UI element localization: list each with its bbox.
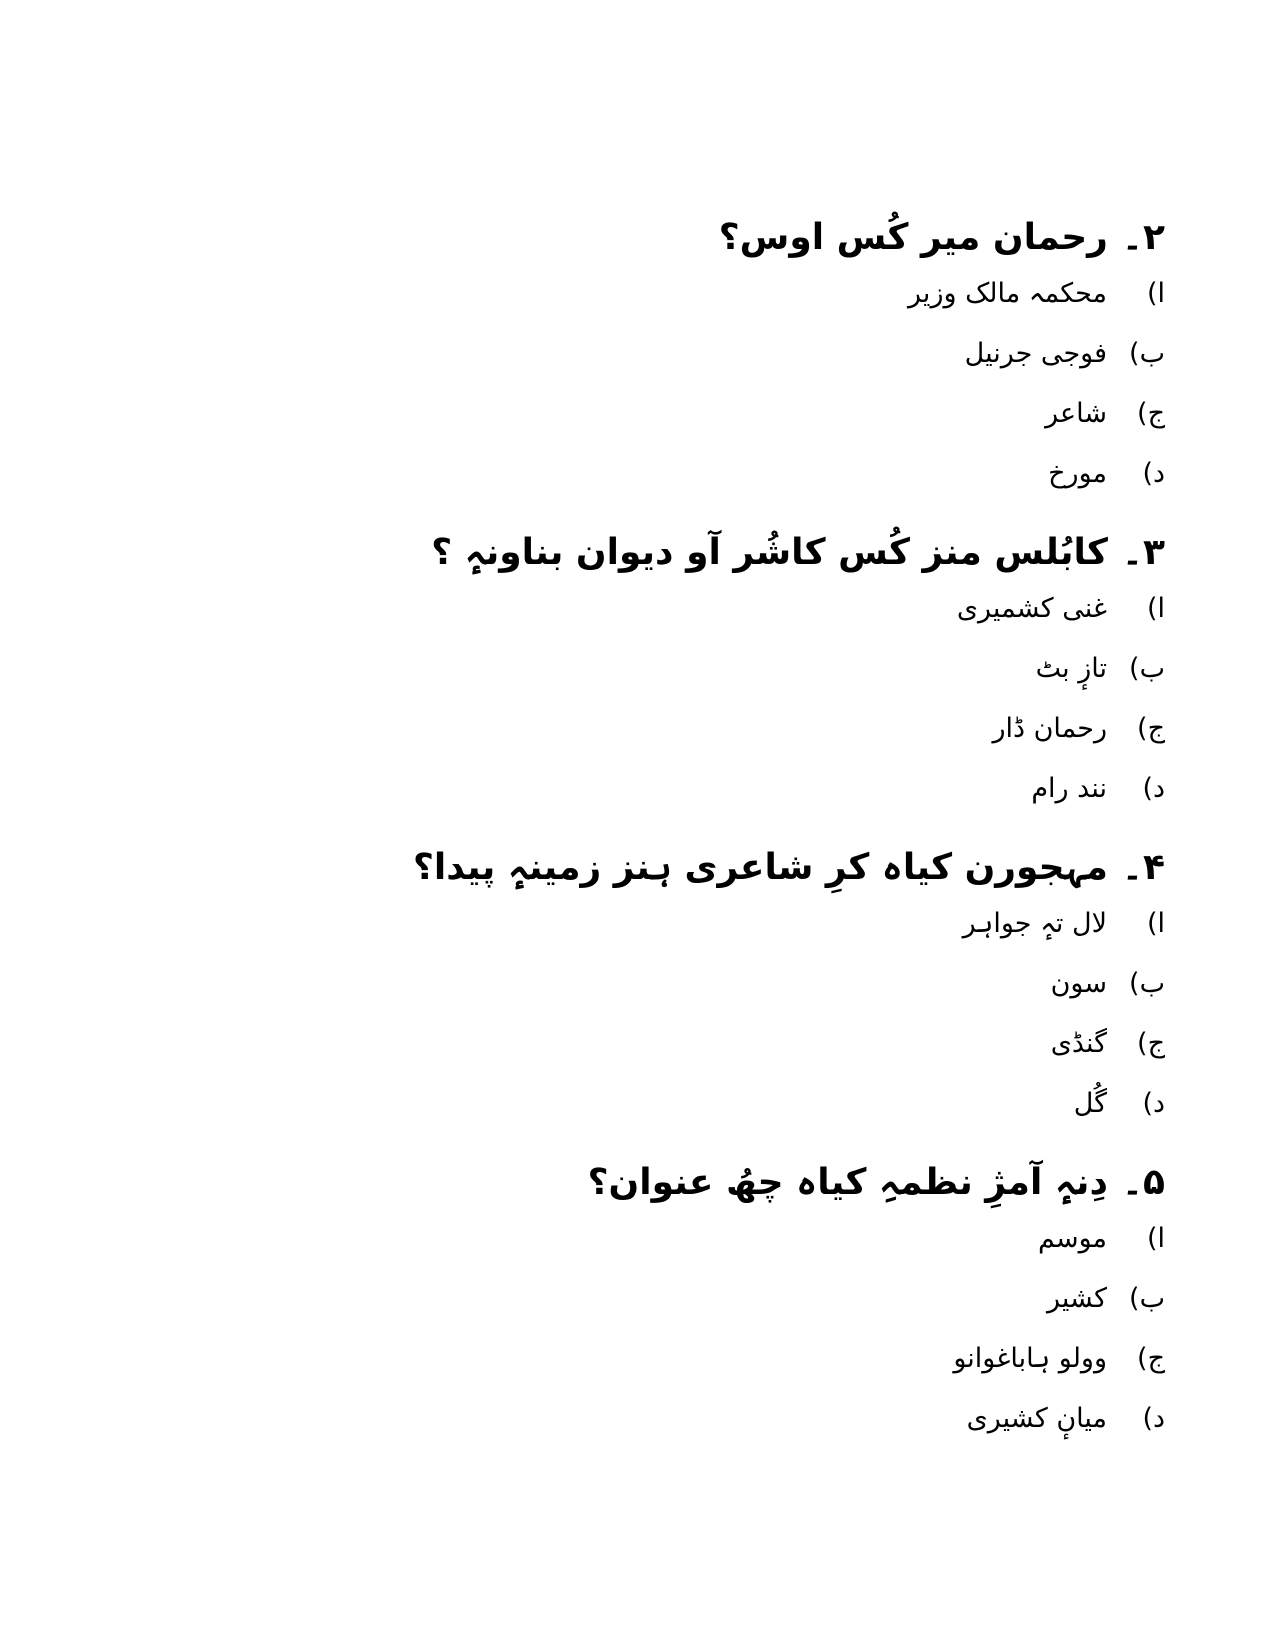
option-text: مورخ bbox=[1048, 458, 1107, 489]
option-text: میانٕ کشیری bbox=[966, 1403, 1107, 1434]
option-a bbox=[525, 902, 1165, 962]
option-c bbox=[525, 392, 1165, 452]
option-text: گنڈی bbox=[1050, 1028, 1107, 1059]
option-b bbox=[525, 1277, 1165, 1337]
option-text: سون bbox=[1050, 968, 1107, 999]
option-text: رحمان ڈار bbox=[992, 713, 1107, 744]
option-letter: ا) bbox=[1146, 908, 1165, 939]
option-c bbox=[525, 1022, 1165, 1082]
question-heading bbox=[412, 840, 1165, 896]
question-heading bbox=[525, 210, 1165, 266]
option-letter: ج) bbox=[1137, 1028, 1165, 1059]
question-heading bbox=[525, 1155, 1165, 1211]
option-text: تازٕ بٹ bbox=[1035, 653, 1107, 684]
option-letter: د) bbox=[1142, 1088, 1165, 1119]
option-d bbox=[525, 1082, 1165, 1142]
option-letter: د) bbox=[1142, 773, 1165, 804]
option-letter: ج) bbox=[1137, 713, 1165, 744]
option-letter: د) bbox=[1142, 1403, 1165, 1434]
option-c bbox=[525, 1337, 1165, 1397]
option-a bbox=[525, 1217, 1165, 1277]
option-text: نند رام bbox=[1031, 773, 1107, 804]
question-block-2 bbox=[525, 210, 1165, 512]
option-text: گُل bbox=[1073, 1088, 1107, 1119]
option-text: غنی کشمیری bbox=[956, 593, 1107, 624]
question-text: رحمان میر کُس اوس؟ bbox=[718, 217, 1108, 258]
question-number: ۳۔ bbox=[1121, 532, 1165, 573]
option-b bbox=[525, 647, 1165, 707]
option-letter: ج) bbox=[1137, 398, 1165, 429]
option-letter: ا) bbox=[1146, 278, 1165, 309]
option-letter: ب) bbox=[1129, 653, 1165, 684]
question-heading bbox=[431, 525, 1165, 581]
option-letter: ب) bbox=[1129, 1283, 1165, 1314]
question-block-4 bbox=[412, 840, 1165, 1142]
option-b bbox=[525, 962, 1165, 1022]
option-d bbox=[525, 452, 1165, 512]
options-list bbox=[525, 902, 1165, 1142]
option-text: کشیر bbox=[1047, 1283, 1107, 1314]
option-letter: ا) bbox=[1146, 1223, 1165, 1254]
question-text: دِنہٕ آمژِ نظمہِ کیاہ چھُ عنوان؟ bbox=[587, 1162, 1108, 1203]
options-list bbox=[525, 1217, 1165, 1457]
options-list bbox=[525, 587, 1165, 827]
option-d bbox=[525, 1397, 1165, 1457]
option-d bbox=[525, 767, 1165, 827]
option-text: موسم bbox=[1037, 1223, 1107, 1254]
question-text: کابُلس منز کُس کاشُر آو دیوان بناونہٕ ؟ bbox=[431, 532, 1108, 573]
options-list bbox=[525, 272, 1165, 512]
option-letter: ب) bbox=[1129, 968, 1165, 999]
question-number: ۴۔ bbox=[1121, 847, 1165, 888]
option-text: فوجی جرنیل bbox=[964, 338, 1107, 369]
question-block-5 bbox=[525, 1155, 1165, 1457]
option-letter: ب) bbox=[1129, 338, 1165, 369]
question-number: ۵۔ bbox=[1121, 1162, 1165, 1203]
question-number: ۲۔ bbox=[1121, 217, 1165, 258]
option-letter: د) bbox=[1142, 458, 1165, 489]
option-b bbox=[525, 332, 1165, 392]
option-a bbox=[525, 272, 1165, 332]
question-text: مہجورن کیاہ کرِ شاعری ہنز زمینہٕ پیدا؟ bbox=[412, 847, 1108, 888]
option-letter: ا) bbox=[1146, 593, 1165, 624]
option-letter: ج) bbox=[1137, 1343, 1165, 1374]
option-text: شاعر bbox=[1045, 398, 1107, 429]
question-block-3 bbox=[431, 525, 1165, 827]
option-c bbox=[525, 707, 1165, 767]
option-text: محکمہ مالک وزیر bbox=[908, 278, 1107, 309]
option-text: لال تہٕ جواہر bbox=[962, 908, 1107, 939]
option-a bbox=[525, 587, 1165, 647]
option-text: وولو ہاباغوانو bbox=[953, 1343, 1107, 1374]
